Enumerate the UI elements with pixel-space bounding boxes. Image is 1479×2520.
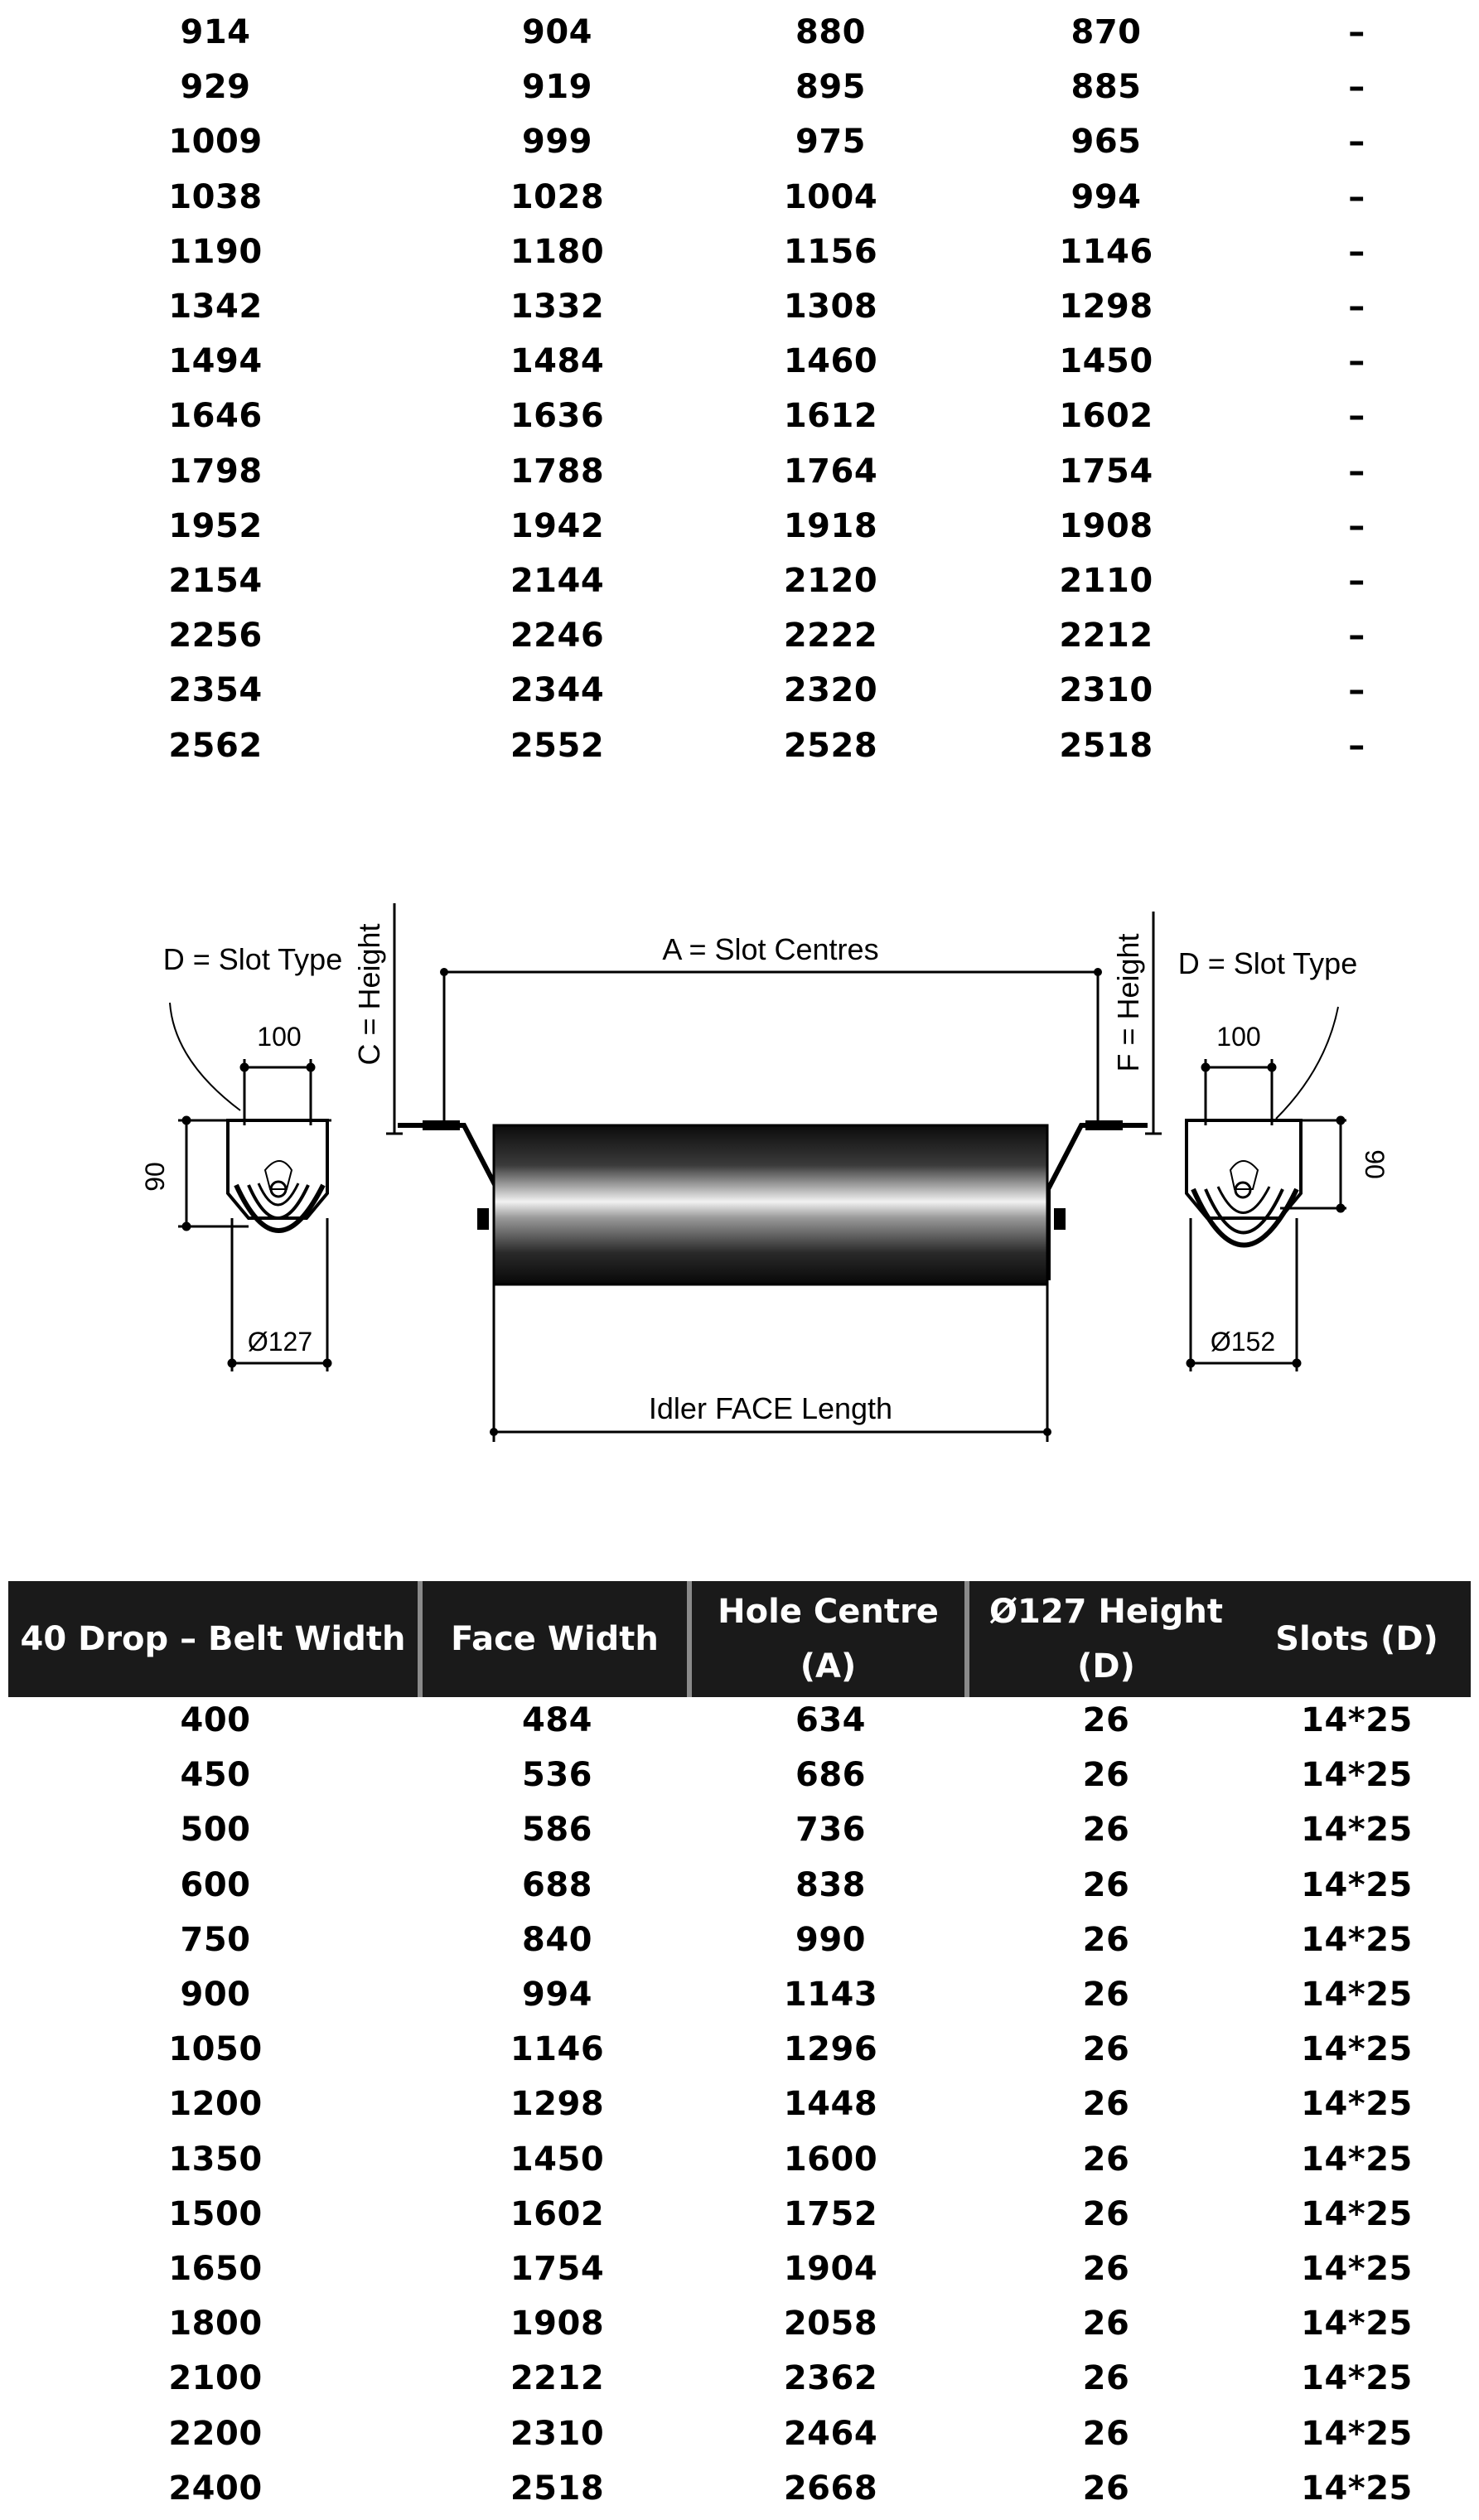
table-row: [0, 2077, 1479, 2131]
table-cell: 1494: [168, 342, 263, 381]
table-cell: 26: [1082, 2359, 1130, 2398]
table-cell: 450: [180, 1756, 251, 1795]
table-row: [0, 718, 1479, 773]
label-face-length: Idler FACE Length: [648, 1391, 893, 1425]
table-cell: 1602: [1059, 397, 1153, 436]
table-row: [0, 1748, 1479, 1802]
table-cell: 2518: [510, 2469, 605, 2508]
label-dim-100-left: 100: [257, 1022, 302, 1052]
table-row: [0, 663, 1479, 718]
table-cell: 999: [522, 123, 592, 162]
table-row: [0, 2132, 1479, 2187]
table-row: [0, 114, 1479, 169]
label-dia-right: Ø152: [1210, 1327, 1276, 1357]
table-cell: –: [1348, 726, 1365, 765]
table-cell: 686: [795, 1756, 866, 1795]
table-cell: 2100: [168, 2359, 263, 2398]
table-cell: 14*25: [1301, 2085, 1413, 2124]
label-dia-left: Ø127: [247, 1327, 313, 1357]
table-cell: 2552: [510, 726, 605, 765]
right-end-labels: [1178, 946, 1390, 1357]
label-slot-centres: A = Slot Centres: [662, 932, 879, 966]
table-cell: 1800: [168, 2305, 263, 2343]
table-row: [0, 225, 1479, 279]
table-cell: 14*25: [1301, 1920, 1413, 1959]
table-cell: 1180: [510, 232, 605, 271]
table-cell: 1009: [168, 123, 263, 162]
table-cell: 2310: [1059, 671, 1153, 710]
table-cell: 26: [1082, 1701, 1130, 1739]
table-cell: 14*25: [1301, 1976, 1413, 2014]
table-cell: 2464: [783, 2414, 878, 2453]
table-cell: 1500: [168, 2194, 263, 2233]
table-cell: 14*25: [1301, 2194, 1413, 2233]
label-dim-100-right: 100: [1216, 1022, 1261, 1052]
table-cell: 1050: [168, 2030, 263, 2069]
table-cell: 14*25: [1301, 2250, 1413, 2288]
table-cell: 736: [795, 1811, 866, 1850]
table-cell: 2344: [510, 671, 605, 710]
table-cell: 1798: [168, 452, 263, 491]
table-row: [0, 1913, 1479, 1967]
table-cell: 2144: [510, 562, 605, 600]
label-slot-type-left: D = Slot Type: [162, 942, 343, 976]
table-cell: 600: [180, 1865, 251, 1904]
table-cell: 26: [1082, 2250, 1130, 2288]
table-cell: 500: [180, 1811, 251, 1850]
table-row: [0, 2187, 1479, 2242]
table-cell: 1600: [783, 2140, 878, 2179]
table-row: [0, 444, 1479, 499]
table-cell: 400: [180, 1701, 251, 1739]
table-cell: 2212: [1059, 617, 1153, 655]
table-cell: 1602: [510, 2194, 605, 2233]
table-cell: 26: [1082, 1811, 1130, 1850]
table-cell: 2362: [783, 2359, 878, 2398]
table-cell: 14*25: [1301, 1701, 1413, 1739]
table-cell: –: [1348, 123, 1365, 162]
table-cell: 2154: [168, 562, 263, 600]
table-row: [0, 2351, 1479, 2406]
right-end-view: [1187, 1007, 1346, 1371]
table-cell: 1752: [783, 2194, 878, 2233]
table-cell: 26: [1082, 2085, 1130, 2124]
table-row: [0, 499, 1479, 554]
label-f-height: F = Height: [1111, 933, 1145, 1072]
table-cell: 1460: [783, 342, 878, 381]
idler-drawing: [0, 862, 1479, 1475]
table-cell: –: [1348, 562, 1365, 600]
table-cell: 1146: [1059, 232, 1153, 271]
header-face-width: Face Width: [423, 1581, 692, 1697]
table-cell: 484: [522, 1701, 592, 1739]
header-height: Ø127 Height (D): [989, 1593, 1223, 1686]
table-cell: 1450: [1059, 342, 1153, 381]
table-cell: 26: [1082, 1865, 1130, 1904]
table-cell: 1754: [510, 2250, 605, 2288]
table-cell: 1908: [510, 2305, 605, 2343]
header-slots: Slots (D): [1275, 1620, 1438, 1658]
table-cell: 1650: [168, 2250, 263, 2288]
table-cell: 904: [522, 13, 592, 51]
table-cell: 2562: [168, 726, 263, 765]
table-cell: 975: [795, 123, 866, 162]
table-cell: 26: [1082, 2194, 1130, 2233]
table-cell: 750: [180, 1920, 251, 1959]
table-row: [0, 2461, 1479, 2516]
table-cell: 880: [795, 13, 866, 51]
table-cell: 919: [522, 68, 592, 107]
table-cell: 14*25: [1301, 1865, 1413, 1904]
table-cell: 870: [1071, 13, 1142, 51]
table-row: [0, 554, 1479, 608]
table-cell: 2058: [783, 2305, 878, 2343]
table-cell: 1448: [783, 2085, 878, 2124]
table-cell: 26: [1082, 2469, 1130, 2508]
table-cell: 1296: [783, 2030, 878, 2069]
table-cell: 1764: [783, 452, 878, 491]
table-row: [0, 2406, 1479, 2461]
table-row: [0, 334, 1479, 389]
table-cell: 840: [522, 1920, 592, 1959]
table-cell: 14*25: [1301, 1756, 1413, 1795]
table-cell: 2222: [783, 617, 878, 655]
table-cell: –: [1348, 288, 1365, 326]
table-cell: 14*25: [1301, 2305, 1413, 2343]
table-cell: 26: [1082, 2140, 1130, 2179]
table-cell: –: [1348, 13, 1365, 51]
table-cell: 1342: [168, 288, 263, 326]
table-cell: 1146: [510, 2030, 605, 2069]
table-cell: 2200: [168, 2414, 263, 2453]
table-cell: 2110: [1059, 562, 1153, 600]
table-row: [0, 389, 1479, 443]
table-cell: 885: [1071, 68, 1142, 107]
table-cell: 634: [795, 1701, 866, 1739]
label-c-height: C = Height: [352, 923, 386, 1066]
table-cell: 1038: [168, 177, 263, 216]
table-cell: 1646: [168, 397, 263, 436]
table-cell: 2528: [783, 726, 878, 765]
table-cell: 838: [795, 1865, 866, 1904]
table-cell: 990: [795, 1920, 866, 1959]
table-cell: –: [1348, 506, 1365, 545]
table-cell: 26: [1082, 2030, 1130, 2069]
label-dim-90-left: 90: [140, 1162, 170, 1192]
table-cell: 1190: [168, 232, 263, 271]
table-cell: 1754: [1059, 452, 1153, 491]
table-cell: 2668: [783, 2469, 878, 2508]
table-cell: 2246: [510, 617, 605, 655]
table-cell: –: [1348, 342, 1365, 381]
table-cell: 536: [522, 1756, 592, 1795]
roller-body: [494, 1125, 1047, 1284]
table-cell: 1612: [783, 397, 878, 436]
table-cell: 1308: [783, 288, 878, 326]
table-cell: 929: [180, 68, 251, 107]
table-cell: 1350: [168, 2140, 263, 2179]
table-row: [0, 170, 1479, 225]
label-dim-90-right: 90: [1360, 1149, 1390, 1179]
table-cell: 1904: [783, 2250, 878, 2288]
table-header: [8, 1581, 1471, 1697]
table-row: [0, 1693, 1479, 1748]
table-row: [0, 1967, 1479, 2022]
table-row: [0, 60, 1479, 114]
table-cell: 895: [795, 68, 866, 107]
table-row: [0, 608, 1479, 663]
table-cell: 1004: [783, 177, 878, 216]
table-cell: –: [1348, 617, 1365, 655]
header-belt-width: 40 Drop – Belt Width: [8, 1581, 423, 1697]
table-cell: 994: [522, 1976, 592, 2014]
table-cell: 1156: [783, 232, 878, 271]
table-cell: 1450: [510, 2140, 605, 2179]
table-cell: –: [1348, 671, 1365, 710]
table-cell: –: [1348, 68, 1365, 107]
header-hole-centre: Hole Centre (A): [692, 1581, 969, 1697]
table-row: [0, 2022, 1479, 2077]
table-cell: –: [1348, 397, 1365, 436]
left-end-view: [170, 1003, 331, 1371]
table-cell: 1942: [510, 506, 605, 545]
table-cell: 1028: [510, 177, 605, 216]
table-cell: 14*25: [1301, 2469, 1413, 2508]
table-cell: 1918: [783, 506, 878, 545]
table-cell: 1298: [510, 2085, 605, 2124]
table-cell: 1298: [1059, 288, 1153, 326]
table-row: [0, 1802, 1479, 1857]
table-row: [0, 279, 1479, 334]
table-cell: 14*25: [1301, 2414, 1413, 2453]
table-cell: 586: [522, 1811, 592, 1850]
table-cell: 965: [1071, 123, 1142, 162]
table-row: [0, 1858, 1479, 1913]
table-cell: 2212: [510, 2359, 605, 2398]
table-cell: –: [1348, 177, 1365, 216]
table-cell: 14*25: [1301, 2140, 1413, 2179]
table-cell: 1908: [1059, 506, 1153, 545]
table-cell: 1332: [510, 288, 605, 326]
table-cell: 1952: [168, 506, 263, 545]
table-cell: 1484: [510, 342, 605, 381]
table-cell: 14*25: [1301, 2359, 1413, 2398]
table-cell: 994: [1071, 177, 1142, 216]
table-cell: 26: [1082, 1976, 1130, 2014]
table-cell: 1788: [510, 452, 605, 491]
label-slot-type-right: D = Slot Type: [1177, 946, 1358, 980]
table-cell: 2354: [168, 671, 263, 710]
table-cell: 900: [180, 1976, 251, 2014]
table-cell: 1636: [510, 397, 605, 436]
idler-roller-diagram: [0, 862, 1479, 1475]
table-cell: 914: [180, 13, 251, 51]
table-row: [0, 2296, 1479, 2351]
table-cell: –: [1348, 452, 1365, 491]
table-row: [0, 2242, 1479, 2296]
table-cell: 26: [1082, 1756, 1130, 1795]
table-cell: 26: [1082, 2414, 1130, 2453]
table-cell: 2120: [783, 562, 878, 600]
table-row: [0, 5, 1479, 60]
table-cell: 2400: [168, 2469, 263, 2508]
table-cell: 1143: [783, 1976, 878, 2014]
table-cell: –: [1348, 232, 1365, 271]
centre-roller-view: [386, 903, 1162, 1442]
table-cell: 26: [1082, 2305, 1130, 2343]
table-cell: 14*25: [1301, 1811, 1413, 1850]
table-cell: 26: [1082, 1920, 1130, 1959]
table-cell: 14*25: [1301, 2030, 1413, 2069]
table-cell: 2310: [510, 2414, 605, 2453]
table-cell: 1200: [168, 2085, 263, 2124]
table-cell: 688: [522, 1865, 592, 1904]
table-cell: 2518: [1059, 726, 1153, 765]
table-cell: 2256: [168, 617, 263, 655]
table-cell: 2320: [783, 671, 878, 710]
